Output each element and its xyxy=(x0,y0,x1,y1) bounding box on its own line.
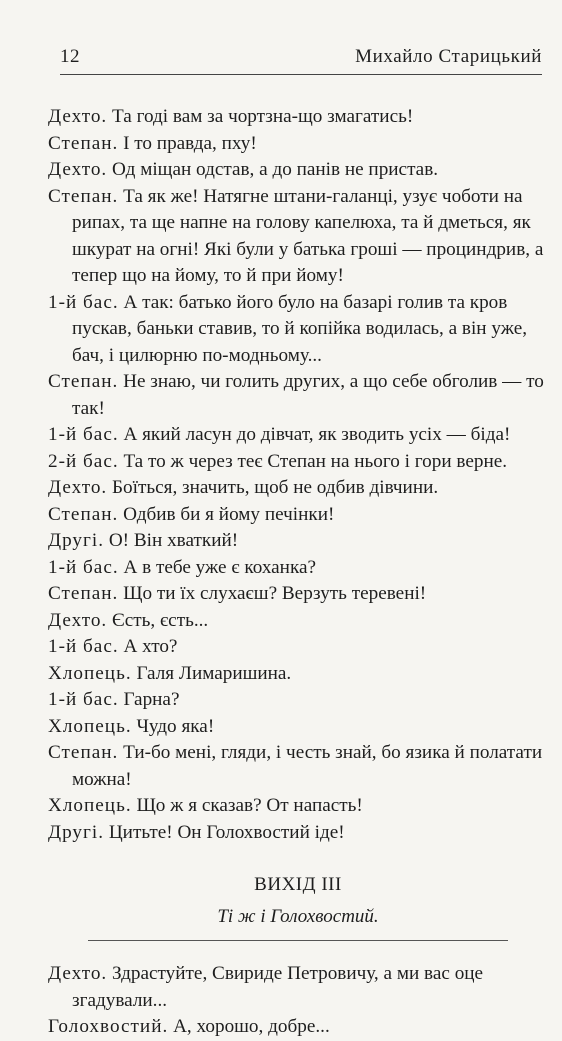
dialogue-block-after xyxy=(48,961,548,1041)
line-text: Ти-бо мені, гляди, і честь знай, бо язика й полатати можна! xyxy=(72,742,543,790)
dialogue-line xyxy=(48,422,548,449)
line-text: Здрастуйте, Свириде Петровичу, а ми вас оце згадували... xyxy=(72,963,484,1011)
speaker-name: Хлопець. xyxy=(48,795,132,816)
speaker-name: Дехто. xyxy=(48,963,108,984)
line-text: Цитьте! Он Голохвостий іде! xyxy=(104,821,345,843)
page-header xyxy=(60,44,542,75)
speaker-name: Дехто. xyxy=(48,106,108,127)
dialogue-line xyxy=(48,157,548,184)
line-text: Та то ж через теє Степан на нього і гори верне. xyxy=(118,450,508,472)
dialogue-line xyxy=(48,961,548,1014)
speaker-name: Степан. xyxy=(48,185,119,207)
speaker-name: 2-й бас. xyxy=(48,450,119,472)
speaker-name: Дехто. xyxy=(48,477,108,498)
dialogue-line xyxy=(48,184,548,290)
speaker-name: Хлопець. xyxy=(48,715,132,737)
speaker-name: 1-й бас. xyxy=(48,636,119,657)
scene-title: ВИХІД III xyxy=(254,874,342,895)
dialogue-line xyxy=(48,661,548,688)
dialogue-line xyxy=(48,528,548,555)
line-text: Одбив би я йому печінки! xyxy=(118,503,335,525)
dialogue-line xyxy=(48,131,548,158)
dialogue-line xyxy=(48,1014,548,1041)
line-text: А так: батько його було на базарі голив та кров пускав, баньки ставив, то й копійка водилась, а він уже, бач, і цилюрню по-модньому... xyxy=(72,291,528,366)
line-text: Єсть, єсть... xyxy=(107,609,209,631)
speaker-name: Хлопець. xyxy=(48,662,132,684)
dialogue-line xyxy=(48,290,548,370)
dialogue-line xyxy=(48,608,548,635)
dialogue-line xyxy=(48,740,548,793)
line-text: О! Він хваткий! xyxy=(104,530,239,551)
scene-heading xyxy=(48,872,548,941)
running-head: Михайло Старицький xyxy=(355,46,542,67)
speaker-name: Другі. xyxy=(48,530,105,551)
dialogue-line xyxy=(48,581,548,608)
line-text: А в тебе уже є коханка? xyxy=(118,556,317,578)
dialogue-line xyxy=(48,687,548,714)
scene-subtitle: Ті ж і Голохвостий. xyxy=(88,904,508,941)
dialogue-line xyxy=(48,475,548,502)
line-text: І то правда, пху! xyxy=(118,132,257,154)
dialogue-line xyxy=(48,555,548,582)
line-text: Що ж я сказав? От напасть! xyxy=(131,795,363,816)
dialogue-line xyxy=(48,714,548,741)
speaker-name: Степан. xyxy=(48,371,119,392)
speaker-name: Другі. xyxy=(48,821,105,843)
speaker-name: Степан. xyxy=(48,583,119,604)
page-number: 12 xyxy=(60,46,80,67)
speaker-name: Степан. xyxy=(48,742,119,763)
speaker-name: 1-й бас. xyxy=(48,556,119,578)
line-text: Галя Лимаришина. xyxy=(131,662,292,684)
page-body xyxy=(48,104,548,1041)
speaker-name: Степан. xyxy=(48,132,119,154)
dialogue-line xyxy=(48,502,548,529)
line-text: Не знаю, чи голить других, а що себе обголив — то так! xyxy=(72,371,544,419)
line-text: А хто? xyxy=(118,636,178,657)
speaker-name: Дехто. xyxy=(48,159,108,180)
dialogue-line xyxy=(48,369,548,422)
speaker-name: Степан. xyxy=(48,503,119,525)
line-text: Чудо яка! xyxy=(131,715,215,737)
speaker-name: 1-й бас. xyxy=(48,424,119,445)
line-text: Що ти їх слухаєш? Верзуть теревені! xyxy=(118,583,427,604)
line-text: Боїться, значить, щоб не одбив дівчини. xyxy=(107,477,439,498)
dialogue-line xyxy=(48,104,548,131)
dialogue-block xyxy=(48,104,548,846)
speaker-name: Голохвостий. xyxy=(48,1016,169,1037)
dialogue-line xyxy=(48,634,548,661)
dialogue-line xyxy=(48,793,548,820)
dialogue-line xyxy=(48,820,548,847)
line-text: Гарна? xyxy=(118,689,180,710)
speaker-name: 1-й бас. xyxy=(48,291,119,313)
line-text: А який ласун до дівчат, як зводить усіх — біда! xyxy=(118,424,511,445)
dialogue-line xyxy=(48,449,548,476)
line-text: Та годі вам за чортзна-що змагатись! xyxy=(107,106,414,127)
speaker-name: Дехто. xyxy=(48,609,108,631)
line-text: Та як же! Натягне штани-галанці, узує чоботи на рипах, та ще напне на голову капелюха, та й дметься, як шкурат на огні! Які були у батька гроші — проциндрив, а тепер що на йому, то й при йому! xyxy=(72,185,544,286)
line-text: А, хорошо, добре... xyxy=(168,1016,330,1037)
speaker-name: 1-й бас. xyxy=(48,689,119,710)
line-text: Од міщан одстав, а до панів не пристав. xyxy=(107,159,439,180)
